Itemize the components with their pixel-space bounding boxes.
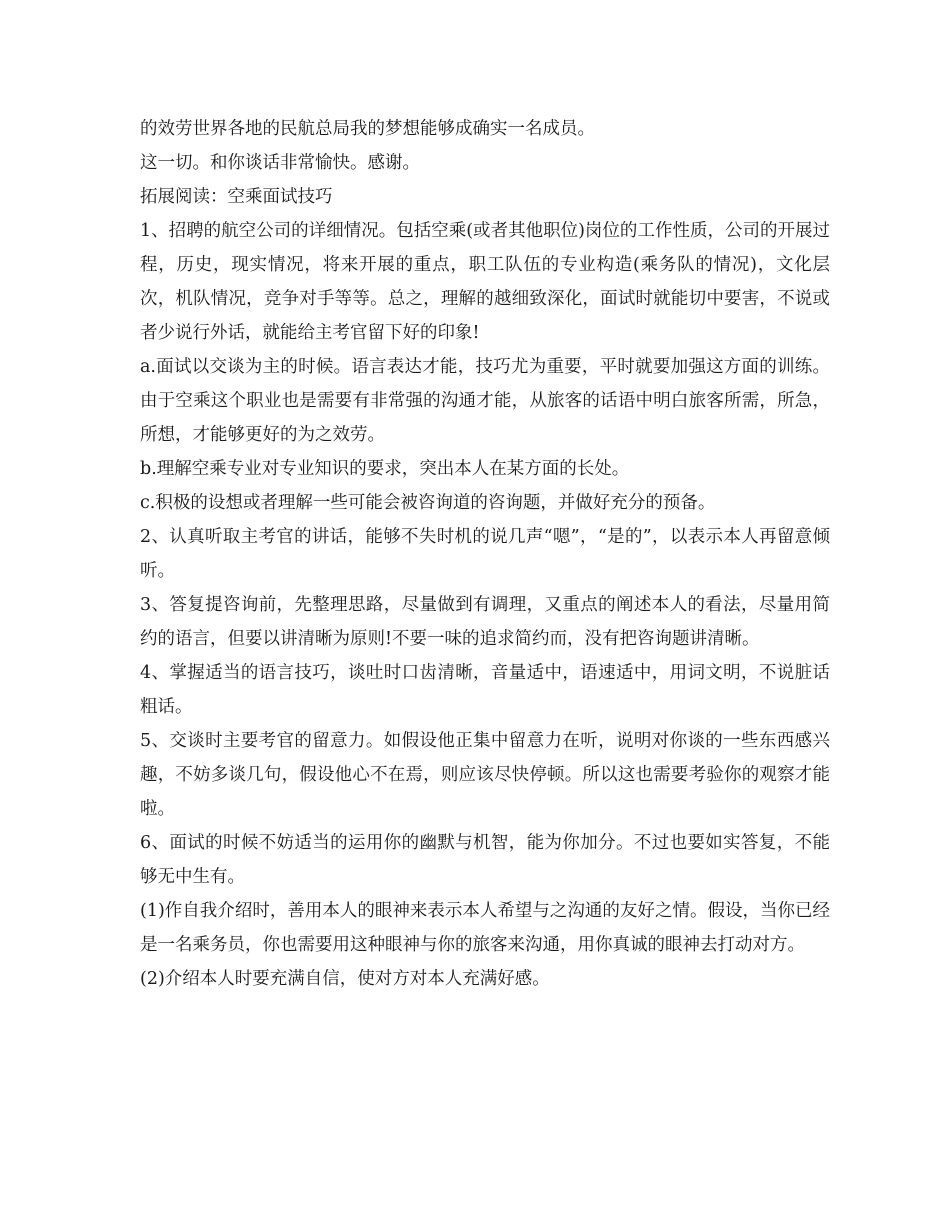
paragraph-item-2: 2、认真听取主考官的讲话，能够不失时机的说几声“嗯”，“是的”，以表示本人再留意倾听。 <box>140 527 830 581</box>
paragraph-item-b: b.理解空乘专业对专业知识的要求，突出本人在某方面的长处。 <box>140 459 630 479</box>
paragraph-subitem-1: (1)作自我介绍时，善用本人的眼神来表示本人希望与之沟通的友好之情。假设，当你已经是一名乘务员，你也需要用这种眼神与你的旅客来沟通，用你真诚的眼神去打动对方。 <box>140 901 830 955</box>
document-body <box>140 112 830 996</box>
paragraph-item-a: a.面试以交谈为主的时候。语言表达才能，技巧尤为重要，平时就要加强这方面的训练。由于空乘这个职业也是需要有非常强的沟通才能，从旅客的话语中明白旅客所需，所急，所想，才能够更好的为之效劳。 <box>140 357 830 445</box>
paragraph-item-6: 6、面试的时候不妨适当的运用你的幽默与机智，能为你加分。不过也要如实答复，不能够无中生有。 <box>140 833 830 887</box>
paragraph-continuation: 的效劳世界各地的民航总局我的梦想能够成确实一名成员。 <box>140 119 595 139</box>
paragraph-item-5: 5、交谈时主要考官的留意力。如假设他正集中留意力在听，说明对你谈的一些东西感兴趣，不妨多谈几句，假设他心不在焉，则应该尽快停顿。所以这也需要考验你的观察才能啦。 <box>140 731 830 819</box>
paragraph-closing: 这一切。和你谈话非常愉快。感谢。 <box>140 153 420 173</box>
paragraph-item-c: c.积极的设想或者理解一些可能会被咨询道的咨询题，并做好充分的预备。 <box>140 493 716 513</box>
paragraph-subitem-2: (2)介绍本人时要充满自信，使对方对本人充满好感。 <box>140 969 550 989</box>
section-heading: 拓展阅读：空乘面试技巧 <box>140 187 333 207</box>
paragraph-item-4: 4、掌握适当的语言技巧，谈吐时口齿清晰，音量适中，语速适中，用词文明，不说脏话粗话。 <box>140 663 830 717</box>
paragraph-item-3: 3、答复提咨询前，先整理思路，尽量做到有调理，又重点的阐述本人的看法，尽量用简约的语言，但要以讲清晰为原则!不要一味的追求简约而，没有把咨询题讲清晰。 <box>140 595 830 649</box>
paragraph-item-1: 1、招聘的航空公司的详细情况。包括空乘(或者其他职位)岗位的工作性质，公司的开展过程，历史，现实情况，将来开展的重点，职工队伍的专业构造(乘务队的情况)，文化层次，机队情况，竞争对手等等。总之，理解的越细致深化，面试时就能切中要害，不说或者少说行外话，就能给主考官留下好的印象! <box>140 221 830 343</box>
